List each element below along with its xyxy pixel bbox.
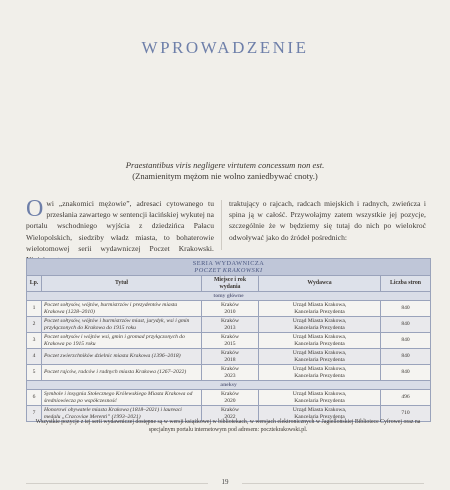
cell-publisher bbox=[259, 365, 381, 381]
chapter-title: WPROWADZENIE bbox=[141, 38, 309, 57]
table-header-row bbox=[27, 276, 431, 292]
publisher-line1: Urząd Miasta Krakowa, bbox=[292, 333, 347, 340]
publisher-line2: Kancelaria Prezydenta bbox=[294, 397, 345, 404]
place: Kraków bbox=[220, 365, 240, 372]
cell-pages: 840 bbox=[381, 317, 431, 333]
publisher-line1: Urząd Miasta Krakowa, bbox=[292, 317, 347, 324]
cell-title: Symbole i insygnia Stołecznego Królewskiego Miasta Krakowa od średniowiecza po współczesność bbox=[42, 390, 202, 406]
year: 2020 bbox=[224, 397, 236, 404]
cell-pages: 840 bbox=[381, 301, 431, 317]
intro-left-column bbox=[26, 198, 214, 265]
cell-pages: 710 bbox=[381, 406, 431, 422]
place: Kraków bbox=[220, 390, 240, 397]
cell-title: Honorowi obywatele miasta Krakowa (1818–2021) i laureaci medalu „Cracoviae Merenti” (1993–2021) bbox=[42, 406, 202, 422]
cell-lp: 3 bbox=[27, 333, 42, 349]
header-title: Tytuł bbox=[42, 276, 202, 292]
publisher-line1: Urząd Miasta Krakowa, bbox=[292, 365, 347, 372]
cell-place bbox=[202, 317, 259, 333]
series-table bbox=[26, 258, 431, 422]
cell-lp: 2 bbox=[27, 317, 42, 333]
cell-title: Poczet sołtysów i wójtów wsi, gmin i gromad przyłączonych do Krakowa po 1915 roku bbox=[42, 333, 202, 349]
cell-pages: 496 bbox=[381, 390, 431, 406]
table-footnote: Wszystkie pozycje z tej serii wydawniczej dostępne są w wersji książkowej w bibliotekach, w wersjach elektronicznych w Jagiellońskiej Bibliotece Cyfrowej oraz na specjalnym portalu internetowym pod adresem: pocztekrakowski.pl. bbox=[35, 419, 421, 433]
page-number: 19 bbox=[221, 478, 229, 486]
year: 2015 bbox=[224, 340, 236, 347]
publisher-line2: Kancelaria Prezydenta bbox=[294, 308, 345, 315]
cell-publisher bbox=[259, 349, 381, 365]
table-row bbox=[27, 365, 431, 381]
cell-place bbox=[202, 365, 259, 381]
series-name: POCZET KRAKOWSKI bbox=[194, 267, 263, 275]
year: 2018 bbox=[224, 356, 236, 363]
publisher-line1: Urząd Miasta Krakowa, bbox=[292, 390, 347, 397]
cell-pages: 840 bbox=[381, 365, 431, 381]
publisher-line1: Urząd Miasta Krakowa, bbox=[292, 301, 347, 308]
cell-publisher bbox=[259, 333, 381, 349]
cell-lp: 5 bbox=[27, 365, 42, 381]
cell-place bbox=[202, 301, 259, 317]
table-row bbox=[27, 317, 431, 333]
place: Kraków bbox=[220, 349, 240, 356]
publisher-line1: Urząd Miasta Krakowa, bbox=[292, 349, 347, 356]
motto-latin: Praestantibus viris negligere virtutem concessum non est. bbox=[125, 160, 325, 170]
cell-place bbox=[202, 333, 259, 349]
place: Kraków bbox=[220, 406, 240, 413]
series-label: SERIA WYDAWNICZA bbox=[192, 259, 265, 267]
year: 2013 bbox=[224, 324, 236, 331]
cell-publisher bbox=[259, 301, 381, 317]
header-place: Miejsce i rok wydania bbox=[202, 276, 259, 292]
place: Kraków bbox=[220, 301, 240, 308]
publisher-line2: Kancelaria Prezydenta bbox=[294, 324, 345, 331]
cell-lp: 7 bbox=[27, 406, 42, 422]
intro-right-column: traktujący o rajcach, radcach miejskich i radnych, zwieńcza i spina ją w całość. Przywołajmy zatem wszystkie jej pozycje, szczególnie że w będziemy się tutaj do nich po wielokroć odwoływać jako do źródeł pośrednich: bbox=[229, 199, 426, 242]
cell-title: Poczet zwierzchników dzielnic miasta Krakowa (1396–2018) bbox=[42, 349, 202, 365]
table-row bbox=[27, 301, 431, 317]
intro-paragraph bbox=[26, 198, 426, 254]
publisher-line2: Kancelaria Prezydenta bbox=[294, 372, 345, 379]
publisher-line2: Kancelaria Prezydenta bbox=[294, 413, 345, 420]
series-table-caption bbox=[27, 259, 431, 276]
header-pages: Liczba stron bbox=[381, 276, 431, 292]
year: 2023 bbox=[224, 372, 236, 379]
dropcap-letter: O bbox=[26, 196, 44, 222]
table-row bbox=[27, 390, 431, 406]
publisher-line2: Kancelaria Prezydenta bbox=[294, 340, 345, 347]
place: Kraków bbox=[220, 317, 240, 324]
cell-place bbox=[202, 390, 259, 406]
cell-pages: 840 bbox=[381, 333, 431, 349]
cell-lp: 6 bbox=[27, 390, 42, 406]
intro-left-text: wi „znakomici mężowie”, adresaci cytowanego tu przesłania zawartego w sentencji łacińskiej wykutej na portalu wschodniego wyjścia z dziedzińca Pałacu Wielopolskich, siedziby władz miasta, to bohaterowie wielotomowej serii wydawniczej Poczet Krakowski. bbox=[26, 199, 214, 253]
year: 2022 bbox=[224, 413, 236, 420]
table-row bbox=[27, 349, 431, 365]
cell-pages: 840 bbox=[381, 349, 431, 365]
year: 2010 bbox=[224, 308, 236, 315]
table-row bbox=[27, 333, 431, 349]
motto-translation: (Znamienitym mężom nie wolno zaniedbywać cnoty.) bbox=[132, 171, 318, 181]
cell-publisher bbox=[259, 390, 381, 406]
place: Kraków bbox=[220, 333, 240, 340]
publisher-line1: Urząd Miasta Krakowa, bbox=[292, 406, 347, 413]
motto bbox=[0, 160, 450, 182]
group-main-volumes: tomy główne bbox=[27, 292, 431, 301]
column-divider bbox=[221, 200, 222, 250]
cell-title: Poczet sołtysów, wójtów i burmistrzów miast, jurydyk, wsi i gmin przyłączonych do Krakowa do 1915 roku bbox=[42, 317, 202, 333]
cell-title: Poczet rajców, radców i radnych miasta Krakowa (1267–2022) bbox=[42, 365, 202, 381]
publisher-line2: Kancelaria Prezydenta bbox=[294, 356, 345, 363]
header-publisher: Wydawca bbox=[259, 276, 381, 292]
header-lp: Lp. bbox=[27, 276, 42, 292]
cell-publisher bbox=[259, 317, 381, 333]
cell-title: Poczet sołtysów, wójtów, burmistrzów i prezydentów miasta Krakowa (1228–2010) bbox=[42, 301, 202, 317]
group-annexes: aneksy bbox=[27, 381, 431, 390]
cell-lp: 4 bbox=[27, 349, 42, 365]
cell-lp: 1 bbox=[27, 301, 42, 317]
cell-place bbox=[202, 349, 259, 365]
